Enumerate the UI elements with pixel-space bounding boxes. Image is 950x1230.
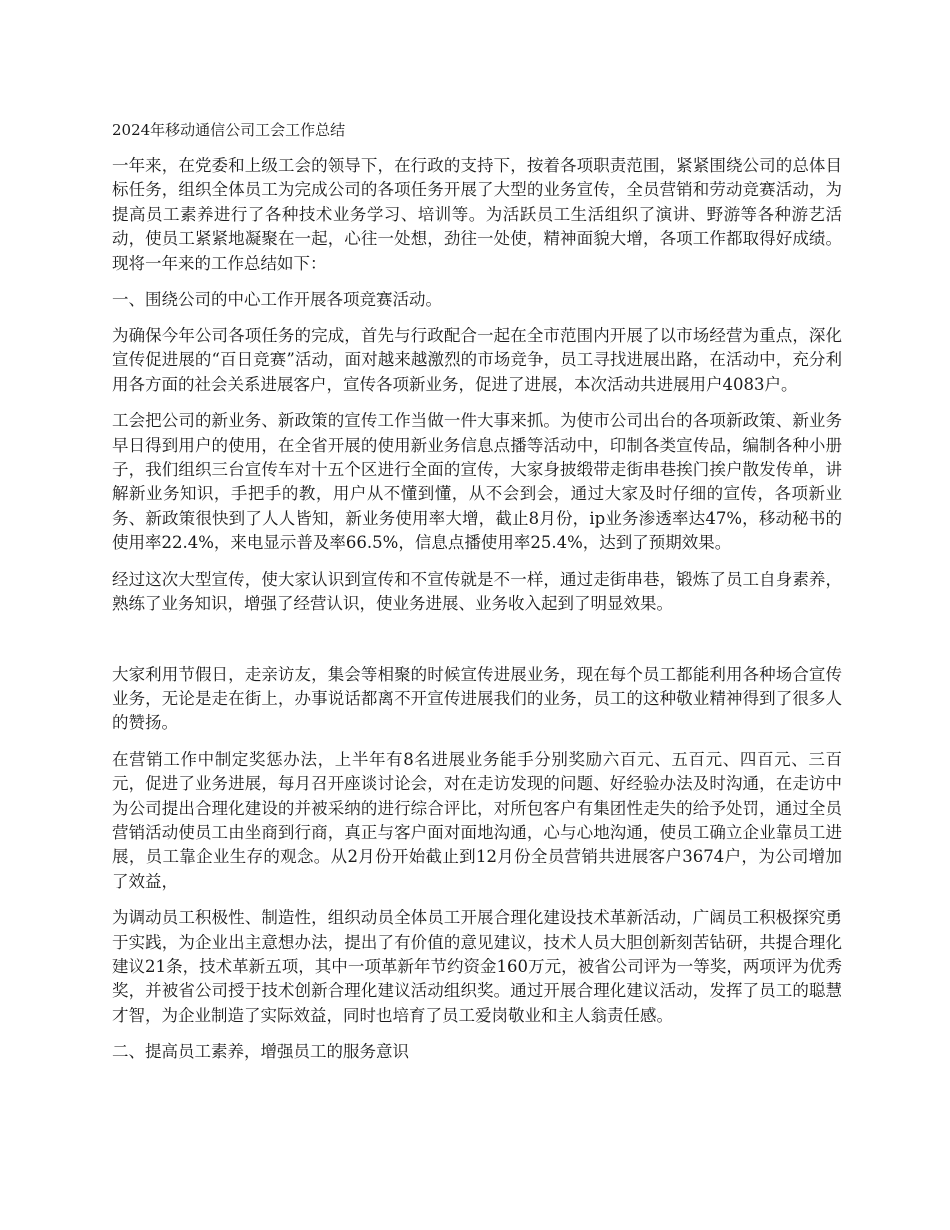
paragraph-competition: 为确保今年公司各项任务的完成，首先与行政配合一起在全市范围内开展了以市场经营为重点，深化宣传促进展的“百日竞赛”活动，面对越来越激烈的市场竞争，员工寻找进展出路，在活动中，充分利用各方面的社会关系进展客户，宣传各项新业务，促进了进展，本次活动共进展用户4083户。 — [112, 326, 842, 394]
paragraph-publicity: 工会把公司的新业务、新政策的宣传工作当做一件大事来抓。为使市公司出台的各项新政策、新业务早日得到用户的使用，在全省开展的使用新业务信息点播等活动中，印制各类宣传品，编制各种小册子，我们组织三台宣传车对十五个区进行全面的宣传，大家身披缎带走街串巷挨门挨户散发传单，讲解新业务知识，手把手的教，用户从不懂到懂，从不会到会，通过大家及时仔细的宣传，各项新业务、新政策很快到了人人皆知，新业务使用率大增，截止8月份，ip业务渗透率达47%，移动秘书的使用率22.4%，来电显示普及率66.5%，信息点播使用率25.4%，达到了预期效果。 — [112, 411, 842, 553]
document-page — [112, 118, 842, 1076]
paragraph-rationalization: 为调动员工积极性、制造性，组织动员全体员工开展合理化建设技术革新活动，广阔员工积极探究勇于实践，为企业出主意想办法，提出了有价值的意见建议，技术人员大胆创新刻苦钻研，共提合理化建议21条，技术革新五项，其中一项革新年节约资金160万元，被省公司评为一等奖，两项评为优秀奖，并被省公司授于技术创新合理化建议活动组织奖。通过开展合理化建议活动，发挥了员工的聪慧才智，为企业制造了实际效益，同时也培育了员工爱岗敬业和主人翁责任感。 — [112, 908, 842, 1025]
section-heading-2: 二、提高员工素养，增强员工的服务意识 — [112, 1042, 409, 1062]
paragraph-marketing-rewards: 在营销工作中制定奖惩办法，上半年有8名进展业务能手分别奖励六百元、五百元、四百元、三百元，促进了业务进展，每月召开座谈讨论会，对在走访发现的问题、好经验办法及时沟通，在走访中为公司提出合理化建设的并被采纳的进行综合评比，对所包客户有集团性走失的给予处罚，通过全员营销活动使员工由坐商到行商，真正与客户面对面地沟通，心与心地沟通，使员工确立企业靠员工进展，员工靠企业生存的观念。从2月份开始截止到12月份全员营销共进展客户3674户，为公司增加了效益， — [112, 749, 842, 891]
paragraph-holiday-promotion: 大家利用节假日，走亲访友，集会等相聚的时候宣传进展业务，现在每个员工都能利用各种场合宣传业务，无论是走在街上，办事说话都离不开宣传进展我们的业务，员工的这种敬业精神得到了很多人的赞扬。 — [112, 664, 842, 733]
document-title: 2024年移动通信公司工会工作总结 — [112, 121, 346, 139]
section-heading-1: 一、围绕公司的中心工作开展各项竞赛活动。 — [112, 290, 442, 310]
section-gap — [112, 629, 842, 663]
paragraph-publicity-result: 经过这次大型宣传，使大家认识到宣传和不宣传就是不一样，通过走街串巷，锻炼了员工自身素养，熟练了业务知识，增强了经营认识，使业务进展、业务收入起到了明显效果。 — [112, 569, 842, 614]
intro-paragraph: 一年来，在党委和上级工会的领导下，在行政的支持下，按着各项职责范围，紧紧围绕公司的总体目标任务，组织全体员工为完成公司的各项任务开展了大型的业务宣传，全员营销和劳动竞赛活动，为提高员工素养进行了各种技术业务学习、培训等。为活跃员工生活组织了演讲、野游等各种游艺活动，使员工紧紧地凝聚在一起，心往一处想，劲往一处使，精神面貌大增，各项工作都取得好成绩。现将一年来的工作总结如下： — [112, 156, 842, 273]
